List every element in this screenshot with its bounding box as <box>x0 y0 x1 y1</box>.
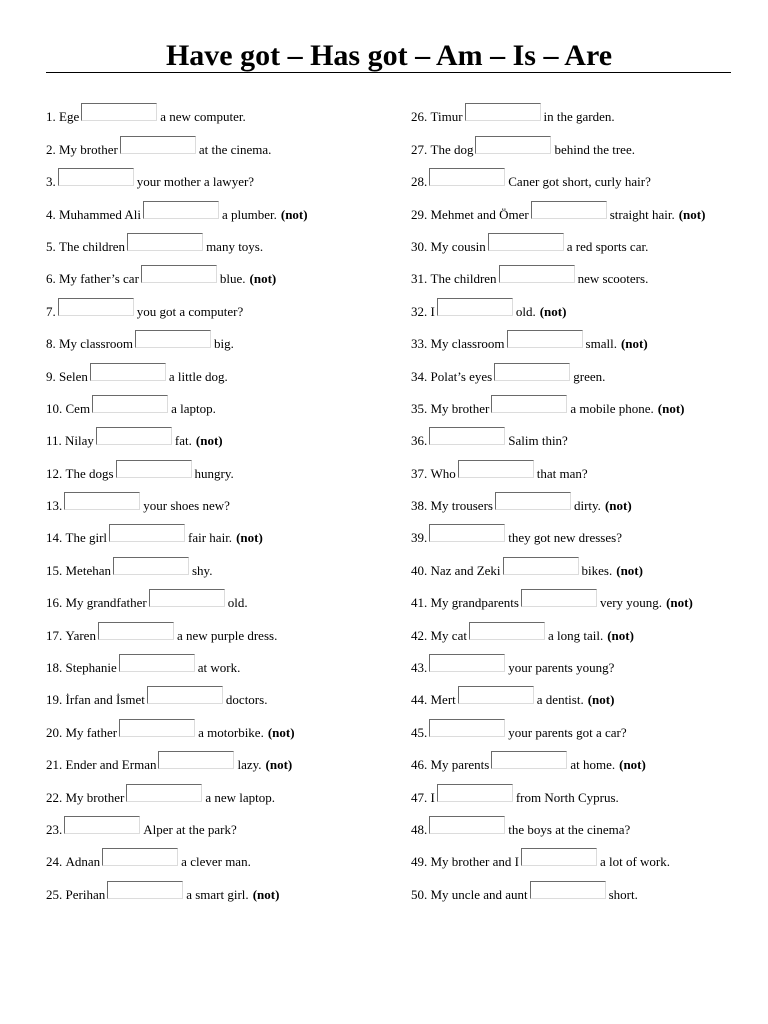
exercise-number: 16. <box>46 595 63 611</box>
exercise-rest: a clever man. <box>181 854 251 870</box>
exercise-item <box>411 420 705 452</box>
exercise-number: 15. <box>46 562 63 578</box>
answer-input[interactable] <box>499 265 575 283</box>
exercise-subject: My father <box>65 724 118 740</box>
answer-input[interactable] <box>119 719 195 737</box>
negative-hint: (not) <box>587 692 615 708</box>
exercise-number: 2. <box>46 141 56 157</box>
exercise-subject: Mert <box>430 692 456 708</box>
exercise-item <box>46 711 308 743</box>
exercise-rest: your shoes new? <box>143 498 230 514</box>
exercise-subject: My grandfather <box>65 595 147 611</box>
exercise-subject: Muhammed Ali <box>59 206 141 222</box>
answer-input[interactable] <box>494 363 570 381</box>
exercise-rest: that man? <box>536 465 588 481</box>
exercise-number: 20. <box>46 724 63 740</box>
exercise-subject: My cousin <box>430 238 486 254</box>
exercise-number: 10. <box>46 400 63 416</box>
exercise-number: 35. <box>411 400 428 416</box>
exercise-rest: a new purple dress. <box>176 627 278 643</box>
answer-input[interactable] <box>102 848 178 866</box>
exercise-rest: a mobile phone. <box>570 400 654 416</box>
exercise-subject: My classroom <box>59 336 134 352</box>
negative-hint: (not) <box>604 498 632 514</box>
exercise-number: 34. <box>411 368 428 384</box>
exercise-rest: doctors. <box>225 692 268 708</box>
exercise-item <box>46 193 308 225</box>
answer-input[interactable] <box>437 784 513 802</box>
negative-hint: (not) <box>666 595 693 611</box>
exercise-subject: Ender and Erman <box>65 757 157 773</box>
exercise-rest: a laptop. <box>171 400 216 416</box>
exercise-subject: My brother and I <box>430 854 519 870</box>
answer-input[interactable] <box>120 136 196 154</box>
exercise-subject: I <box>430 303 435 319</box>
exercise-item <box>46 485 308 517</box>
exercise-item <box>411 258 705 290</box>
exercise-subject: Metehan <box>65 562 111 578</box>
page-title: Have got – Has got – Am – Is – Are <box>165 39 613 72</box>
exercise-rest: very young. <box>599 595 663 611</box>
answer-input[interactable] <box>503 557 579 575</box>
answer-input[interactable] <box>64 816 140 834</box>
exercise-rest: a dentist. <box>536 692 584 708</box>
exercise-rest: big. <box>214 336 234 352</box>
exercise-item <box>411 128 705 160</box>
exercise-item <box>411 323 705 355</box>
exercise-subject: The dog <box>430 141 474 157</box>
exercise-number: 41. <box>411 595 428 611</box>
exercise-rest: at the cinema. <box>198 141 272 157</box>
exercise-rest: a lot of work. <box>599 854 670 870</box>
negative-hint: (not) <box>265 757 293 773</box>
exercise-rest: lazy. <box>237 757 262 773</box>
exercise-rest: a little dog. <box>168 368 228 384</box>
exercise-number: 36. <box>411 433 428 449</box>
exercise-item <box>46 161 308 193</box>
exercise-rest: a motorbike. <box>198 724 264 740</box>
exercise-rest: a smart girl. <box>186 886 249 902</box>
exercise-number: 31. <box>411 271 428 287</box>
exercise-item <box>411 452 705 484</box>
exercise-number: 9. <box>46 368 56 384</box>
exercise-rest: in the garden. <box>543 109 615 125</box>
exercise-item <box>46 873 308 905</box>
answer-input[interactable] <box>530 881 606 899</box>
exercise-number: 29. <box>411 206 428 222</box>
exercise-subject: My brother <box>65 789 125 805</box>
answer-input[interactable] <box>92 395 168 413</box>
exercise-item <box>46 614 308 646</box>
exercise-number: 3. <box>46 174 56 190</box>
answer-input[interactable] <box>429 719 505 737</box>
exercise-number: 44. <box>411 692 428 708</box>
answer-input[interactable] <box>143 201 219 219</box>
exercise-number: 11. <box>46 433 62 449</box>
exercise-rest: old. <box>227 595 248 611</box>
exercise-item <box>411 226 705 258</box>
exercise-rest: shy. <box>191 562 213 578</box>
exercise-rest: you got a computer? <box>136 303 244 319</box>
exercise-item <box>46 549 308 581</box>
exercise-number: 48. <box>411 821 428 837</box>
exercise-item <box>411 582 705 614</box>
exercise-item <box>411 161 705 193</box>
exercise-number: 4. <box>46 206 56 222</box>
negative-hint: (not) <box>620 336 648 352</box>
exercise-item <box>411 744 705 776</box>
exercise-number: 30. <box>411 238 428 254</box>
exercise-rest: new scooters. <box>577 271 649 287</box>
exercise-rest: your parents young? <box>508 660 615 676</box>
exercise-rest: the boys at the cinema? <box>508 821 631 837</box>
answer-input[interactable] <box>488 233 564 251</box>
exercise-rest: bikes. <box>581 562 613 578</box>
exercise-item <box>46 841 308 873</box>
exercise-column-right <box>411 96 705 906</box>
exercise-item <box>411 193 705 225</box>
exercise-rest: fair hair. <box>188 530 233 546</box>
exercise-rest: short. <box>608 886 638 902</box>
exercise-subject: İrfan and İsmet <box>65 692 145 708</box>
answer-input[interactable] <box>98 622 174 640</box>
exercise-rest: green. <box>573 368 606 384</box>
exercise-number: 19. <box>46 692 63 708</box>
exercise-item <box>46 517 308 549</box>
exercise-subject: My trousers <box>430 498 493 514</box>
negative-hint: (not) <box>267 724 295 740</box>
exercise-item <box>46 388 308 420</box>
exercise-item <box>411 841 705 873</box>
exercise-number: 14. <box>46 530 63 546</box>
exercise-rest: small. <box>585 336 617 352</box>
exercise-rest: a long tail. <box>547 627 604 643</box>
exercise-number: 49. <box>411 854 428 870</box>
exercise-rest: blue. <box>219 271 246 287</box>
exercise-subject: Ege <box>59 109 80 125</box>
exercise-item <box>46 128 308 160</box>
exercise-item <box>411 647 705 679</box>
exercise-number: 37. <box>411 465 428 481</box>
exercise-rest: hungry. <box>194 465 234 481</box>
exercise-item <box>411 679 705 711</box>
exercise-item <box>411 355 705 387</box>
answer-input[interactable] <box>64 492 140 510</box>
answer-input[interactable] <box>58 298 134 316</box>
negative-hint: (not) <box>195 433 223 449</box>
exercise-subject: My brother <box>430 400 490 416</box>
exercise-item <box>411 614 705 646</box>
answer-input[interactable] <box>96 427 172 445</box>
negative-hint: (not) <box>607 627 634 643</box>
exercise-rest: dirty. <box>573 498 601 514</box>
exercise-number: 50. <box>411 886 428 902</box>
exercise-subject: My parents <box>430 757 490 773</box>
exercise-subject: My grandparents <box>430 595 519 611</box>
answer-input[interactable] <box>507 330 583 348</box>
negative-hint: (not) <box>619 757 646 773</box>
exercise-item <box>46 290 308 322</box>
answer-input[interactable] <box>429 168 505 186</box>
answer-input[interactable] <box>475 136 551 154</box>
exercise-rest: from North Cyprus. <box>515 789 619 805</box>
negative-hint: (not) <box>657 400 685 416</box>
exercise-number: 43. <box>411 660 428 676</box>
exercise-rest: at home. <box>570 757 616 773</box>
exercise-item <box>46 582 308 614</box>
exercise-number: 24. <box>46 854 63 870</box>
answer-input[interactable] <box>429 524 505 542</box>
exercise-item <box>46 96 308 128</box>
exercise-item <box>46 452 308 484</box>
exercise-subject: The dogs <box>65 465 114 481</box>
exercise-subject: My uncle and aunt <box>430 886 528 902</box>
exercise-item <box>46 420 308 452</box>
exercise-number: 5. <box>46 238 56 254</box>
exercise-number: 1. <box>46 109 56 125</box>
exercise-item <box>46 776 308 808</box>
exercise-item <box>411 485 705 517</box>
exercise-number: 8. <box>46 336 56 352</box>
exercise-subject: Who <box>430 465 456 481</box>
negative-hint: (not) <box>252 886 280 902</box>
exercise-subject: My cat <box>430 627 467 643</box>
exercise-number: 21. <box>46 757 63 773</box>
exercise-rest: Caner got short, curly hair? <box>508 174 651 190</box>
answer-input[interactable] <box>113 557 189 575</box>
exercise-item <box>46 679 308 711</box>
answer-input[interactable] <box>429 816 505 834</box>
exercise-item <box>46 355 308 387</box>
answer-input[interactable] <box>158 751 234 769</box>
answer-input[interactable] <box>521 848 597 866</box>
exercise-number: 38. <box>411 498 428 514</box>
negative-hint: (not) <box>236 530 263 546</box>
exercise-subject: I <box>430 789 435 805</box>
exercise-item <box>46 744 308 776</box>
exercise-number: 47. <box>411 789 428 805</box>
exercise-rest: old. <box>515 303 536 319</box>
exercise-rest: they got new dresses? <box>508 530 622 546</box>
exercise-subject: Cem <box>65 400 91 416</box>
title-divider <box>46 72 731 73</box>
exercise-number: 22. <box>46 789 63 805</box>
negative-hint: (not) <box>678 206 706 222</box>
answer-input[interactable] <box>149 589 225 607</box>
exercise-subject: Polat’s eyes <box>430 368 493 384</box>
exercise-rest: your parents got a car? <box>508 724 627 740</box>
exercise-number: 18. <box>46 660 63 676</box>
exercise-number: 32. <box>411 303 428 319</box>
answer-input[interactable] <box>58 168 134 186</box>
exercise-number: 40. <box>411 562 428 578</box>
exercise-number: 17. <box>46 627 63 643</box>
negative-hint: (not) <box>539 303 567 319</box>
exercise-rest: Salim thin? <box>508 433 568 449</box>
answer-input[interactable] <box>429 427 505 445</box>
exercise-number: 6. <box>46 271 56 287</box>
exercise-subject: The girl <box>65 530 108 546</box>
answer-input[interactable] <box>458 460 534 478</box>
exercise-column-left <box>46 96 308 906</box>
exercise-item <box>46 809 308 841</box>
exercise-rest: your mother a lawyer? <box>136 174 255 190</box>
exercise-item <box>46 323 308 355</box>
exercise-number: 39. <box>411 530 428 546</box>
exercise-number: 46. <box>411 757 428 773</box>
exercise-subject: Perihan <box>65 886 106 902</box>
answer-input[interactable] <box>81 103 157 121</box>
answer-input[interactable] <box>116 460 192 478</box>
exercise-number: 28. <box>411 174 428 190</box>
exercise-item <box>411 809 705 841</box>
exercise-item <box>411 96 705 128</box>
exercise-number: 45. <box>411 724 428 740</box>
exercise-item <box>411 549 705 581</box>
exercise-subject: Naz and Zeki <box>430 562 501 578</box>
answer-input[interactable] <box>141 265 217 283</box>
exercise-item <box>411 517 705 549</box>
answer-input[interactable] <box>491 751 567 769</box>
exercise-item <box>46 647 308 679</box>
answer-input[interactable] <box>90 363 166 381</box>
exercise-item <box>411 776 705 808</box>
exercise-rest: a plumber. <box>221 206 277 222</box>
exercise-subject: My father’s car <box>59 271 139 287</box>
exercise-number: 7. <box>46 303 56 319</box>
exercise-subject: Stephanie <box>65 660 117 676</box>
exercise-rest: at work. <box>197 660 241 676</box>
exercise-subject: Yaren <box>65 627 96 643</box>
answer-input[interactable] <box>119 654 195 672</box>
exercise-subject: My brother <box>59 141 118 157</box>
answer-input[interactable] <box>521 589 597 607</box>
exercise-rest: straight hair. <box>609 206 675 222</box>
exercise-number: 25. <box>46 886 63 902</box>
negative-hint: (not) <box>249 271 277 287</box>
exercise-subject: Nilay <box>65 433 94 449</box>
exercise-subject: Selen <box>59 368 88 384</box>
exercise-item <box>411 711 705 743</box>
exercise-item <box>46 258 308 290</box>
answer-input[interactable] <box>126 784 202 802</box>
exercise-rest: a new laptop. <box>205 789 276 805</box>
answer-input[interactable] <box>429 654 505 672</box>
answer-input[interactable] <box>469 622 545 640</box>
exercise-rest: fat. <box>174 433 192 449</box>
exercise-item <box>411 388 705 420</box>
exercise-item <box>46 226 308 258</box>
answer-input[interactable] <box>465 103 541 121</box>
answer-input[interactable] <box>135 330 211 348</box>
exercise-rest: Alper at the park? <box>143 821 237 837</box>
exercise-number: 23. <box>46 821 63 837</box>
negative-hint: (not) <box>280 206 308 222</box>
answer-input[interactable] <box>107 881 183 899</box>
exercise-rest: many toys. <box>206 238 264 254</box>
negative-hint: (not) <box>616 562 643 578</box>
exercise-subject: Timur <box>430 109 463 125</box>
exercise-number: 26. <box>411 109 428 125</box>
exercise-item <box>411 290 705 322</box>
exercise-rest: a red sports car. <box>566 238 649 254</box>
exercise-number: 13. <box>46 498 63 514</box>
answer-input[interactable] <box>458 686 534 704</box>
exercise-rest: a new computer. <box>160 109 246 125</box>
answer-input[interactable] <box>109 524 185 542</box>
answer-input[interactable] <box>437 298 513 316</box>
exercise-subject: The children <box>430 271 497 287</box>
exercise-number: 12. <box>46 465 63 481</box>
exercise-rest: behind the tree. <box>554 141 635 157</box>
exercise-subject: The children <box>59 238 126 254</box>
exercise-item <box>411 873 705 905</box>
exercise-number: 33. <box>411 336 428 352</box>
exercise-subject: Adnan <box>65 854 101 870</box>
answer-input[interactable] <box>127 233 203 251</box>
exercise-subject: My classroom <box>430 336 505 352</box>
exercise-subject: Mehmet and Ömer <box>430 206 529 222</box>
answer-input[interactable] <box>491 395 567 413</box>
answer-input[interactable] <box>531 201 607 219</box>
exercise-number: 27. <box>411 141 428 157</box>
answer-input[interactable] <box>495 492 571 510</box>
answer-input[interactable] <box>147 686 223 704</box>
exercise-number: 42. <box>411 627 428 643</box>
